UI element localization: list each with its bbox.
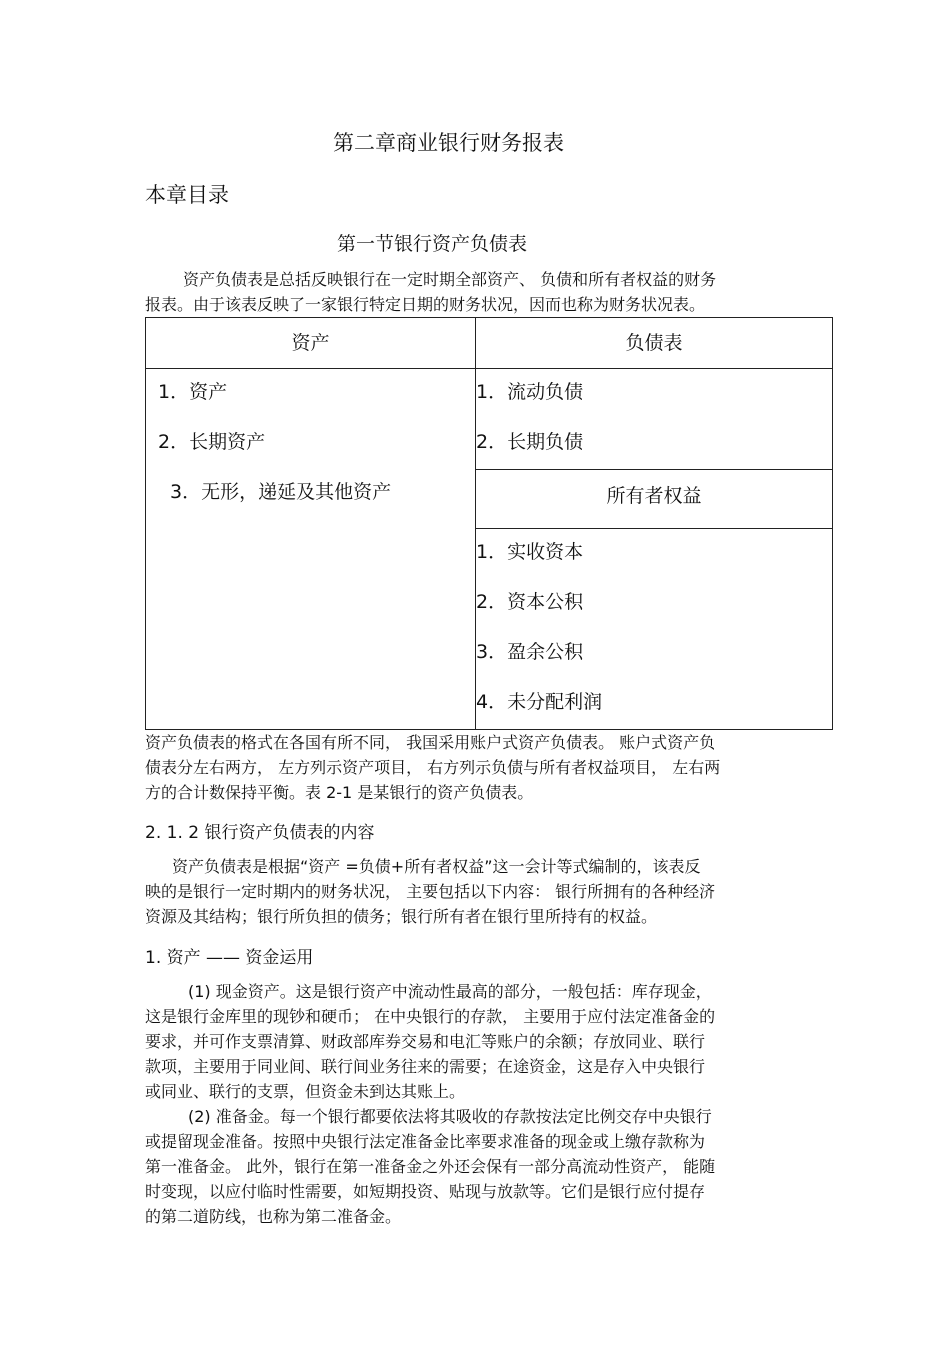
format-line-1: 资产负债表的格式在各国有所不同， 我国采用账户式资产负债表。 账户式资产负 <box>145 733 716 752</box>
format-line-3: 方的合计数保持平衡。表 2-1 是某银行的资产负债表。 <box>145 783 534 802</box>
section-heading: 第一节银行资产负债表 <box>337 233 528 255</box>
cash-line-1: (1) 现金资产。这是银行资产中流动性最高的部分，一般包括：库存现金， <box>188 982 712 1001</box>
liability-item: 1．流动负债 <box>476 381 584 403</box>
content-line-2: 映的是银行一定时期内的财务状况， 主要包括以下内容： 银行所拥有的各种经济 <box>145 882 716 901</box>
liability-item: 2．长期负债 <box>476 431 584 453</box>
reserve-line-2: 或提留现金准备。按照中央银行法定准备金比率要求准备的现金或上缴存款称为 <box>145 1132 706 1151</box>
subsection-heading: 2. 1. 2 银行资产负债表的内容 <box>145 823 375 843</box>
cash-line-2: 这是银行金库里的现钞和硬币； 在中央银行的存款， 主要用于应付法定准备金的 <box>145 1007 716 1026</box>
asset-item: 3．无形，递延及其他资产 <box>170 481 392 503</box>
equity-cell <box>476 529 833 730</box>
liabilities-cell <box>476 369 833 470</box>
reserve-line-1: (2) 准备金。每一个银行都要依法将其吸收的存款按法定比例交存中央银行 <box>188 1107 712 1126</box>
equity-header: 所有者权益 <box>476 470 833 529</box>
balance-sheet-table <box>145 317 833 730</box>
equity-item: 3．盈余公积 <box>476 641 584 663</box>
format-line-2: 债表分左右两方， 左方列示资产项目， 右方列示负债与所有者权益项目， 左右两 <box>145 758 721 777</box>
intro-line-1: 资产负债表是总括反映银行在一定时期全部资产、 负债和所有者权益的财务 <box>183 270 717 289</box>
reserve-line-5: 的第二道防线，也称为第二准备金。 <box>145 1207 402 1226</box>
equity-item: 1．实收资本 <box>476 541 584 563</box>
content-line-3: 资源及其结构；银行所负担的债务；银行所有者在银行里所持有的权益。 <box>145 907 658 926</box>
asset-item: 2．长期资产 <box>158 431 266 453</box>
equity-item: 2．资本公积 <box>476 591 584 613</box>
content-line-1: 资产负债表是根据“资产 =负债+所有者权益”这一会计等式编制的，该表反 <box>172 857 701 876</box>
cash-line-4: 款项，主要用于同业间、联行间业务往来的需要；在途资金，这是存入中央银行 <box>145 1057 706 1076</box>
asset-item: 1．资产 <box>158 381 228 403</box>
liabilities-header: 负债表 <box>476 318 833 369</box>
intro-line-2: 报表。由于该表反映了一家银行特定日期的财务状况，因而也称为财务状况表。 <box>145 295 706 314</box>
cash-line-3: 要求，并可作支票清算、财政部库券交易和电汇等账户的余额；存放同业、联行 <box>145 1032 706 1051</box>
cash-line-5: 或同业、联行的支票，但资金未到达其账上。 <box>145 1082 466 1101</box>
page-title: 第二章商业银行财务报表 <box>333 131 564 155</box>
equity-item: 4．未分配利润 <box>476 691 603 713</box>
chapter-toc-heading: 本章目录 <box>145 183 229 207</box>
assets-heading: 1. 资产 —— 资金运用 <box>145 948 314 968</box>
reserve-line-3: 第一准备金。 此外，银行在第一准备金之外还会保有一部分高流动性资产， 能随 <box>145 1157 716 1176</box>
reserve-line-4: 时变现，以应付临时性需要，如短期投资、贴现与放款等。它们是银行应付提存 <box>145 1182 706 1201</box>
assets-cell <box>146 369 476 730</box>
assets-header: 资产 <box>146 318 476 369</box>
